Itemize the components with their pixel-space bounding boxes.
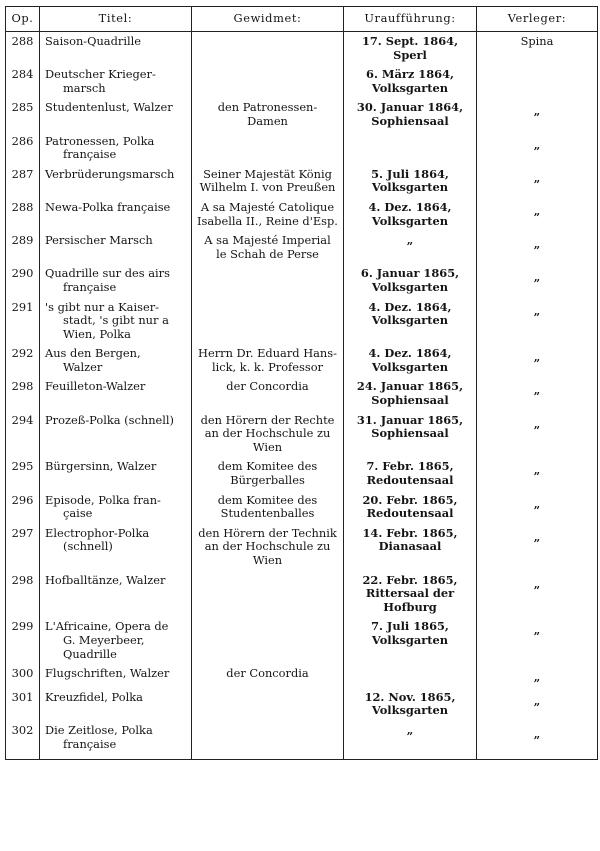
cell-dedication-line: Isabella II., Reine d'Esp. [197, 213, 338, 228]
cell-premiere-line: Volksgarten [371, 180, 449, 195]
cell-title [40, 524, 192, 571]
cell-op-text: 294 [11, 412, 34, 427]
table-row [6, 411, 598, 458]
cell-premiere [344, 377, 477, 410]
cell-publisher [477, 231, 598, 264]
cell-publisher [477, 198, 598, 231]
header-dedication: Gewidmet: [192, 7, 344, 32]
cell-publisher-text: „ [533, 529, 541, 544]
cell-premiere-line: „ [406, 233, 414, 248]
cell-title-line: Wien, Polka [63, 326, 131, 341]
cell-title-line: 's gibt nur a Kaiser- [45, 299, 159, 314]
cell-premiere-line: 24. Januar 1865, [356, 379, 464, 394]
cell-title-line: Saison-Quadrille [45, 34, 141, 48]
cell-premiere-line: 20. Febr. 1865, [362, 492, 458, 507]
cell-publisher [477, 165, 598, 198]
cell-op [6, 298, 40, 345]
cell-premiere [344, 571, 477, 618]
cell-dedication-line: Bürgerballes [230, 473, 305, 488]
cell-dedication [192, 411, 344, 458]
table-body [6, 32, 598, 760]
cell-op [6, 132, 40, 165]
cell-title [40, 65, 192, 98]
cell-publisher-text: „ [533, 303, 541, 318]
cell-dedication-line: Herrn Dr. Eduard Hans- [198, 346, 337, 361]
cell-dedication [192, 571, 344, 618]
cell-premiere-line: Sperl [393, 47, 427, 62]
header-title: Titel: [40, 7, 192, 32]
cell-title-line: Die Zeitlose, Polka [45, 722, 153, 737]
cell-op-text: 288 [11, 199, 34, 214]
cell-title-line: Verbrüderungsmarsch [45, 166, 175, 181]
cell-premiere-line: 7. Juli 1865, [371, 619, 449, 634]
cell-op [6, 65, 40, 98]
cell-publisher-text: „ [533, 170, 541, 185]
cell-publisher [477, 132, 598, 165]
table-row [6, 65, 598, 98]
cell-title [40, 132, 192, 165]
cell-publisher-text: „ [533, 383, 541, 398]
cell-title [40, 298, 192, 345]
cell-op [6, 664, 40, 688]
cell-title-line: (schnell) [63, 539, 113, 554]
table-row [6, 344, 598, 377]
cell-op-text: 296 [11, 492, 34, 507]
cell-premiere-line: 17. Sept. 1864, [361, 34, 459, 48]
cell-dedication-line: le Schah de Perse [216, 246, 319, 261]
cell-publisher [477, 65, 598, 98]
cell-op-text: 298 [11, 379, 34, 394]
cell-publisher-text: „ [533, 416, 541, 431]
cell-premiere-line: Hofburg [383, 599, 437, 614]
table-row [6, 617, 598, 664]
cell-publisher [477, 377, 598, 410]
cell-dedication-line: lick, k. k. Professor [211, 359, 323, 374]
cell-publisher-text: Spina [520, 34, 554, 48]
cell-title-line: L'Africaine, Opera de [45, 619, 169, 634]
cell-dedication [192, 198, 344, 231]
cell-dedication [192, 298, 344, 345]
cell-premiere [344, 231, 477, 264]
cell-premiere-line: 4. Dez. 1864, [368, 199, 452, 214]
cell-dedication-line: Seiner Majestät König [203, 166, 332, 181]
cell-op-text: 290 [11, 266, 34, 281]
cell-premiere [344, 688, 477, 721]
cell-publisher [477, 32, 598, 66]
cell-dedication [192, 264, 344, 297]
cell-publisher-text: „ [533, 203, 541, 218]
table-row [6, 98, 598, 131]
cell-title [40, 32, 192, 66]
cell-publisher-text: „ [533, 237, 541, 252]
cell-dedication [192, 688, 344, 721]
cell-title-line: française [63, 279, 117, 294]
cell-premiere-line: Volksgarten [371, 313, 449, 328]
cell-dedication [192, 377, 344, 410]
cell-premiere-line: Volksgarten [371, 703, 449, 718]
cell-dedication [192, 617, 344, 664]
cell-op-text: 287 [11, 166, 34, 181]
cell-title-line: çaise [63, 506, 93, 521]
cell-dedication-line: dem Komitee des [217, 459, 318, 474]
works-table [5, 6, 598, 760]
cell-publisher [477, 721, 598, 760]
cell-dedication [192, 491, 344, 524]
cell-title-line: Episode, Polka fran- [45, 492, 161, 507]
cell-publisher [477, 688, 598, 721]
header-premiere: Uraufführung: [344, 7, 477, 32]
cell-title-line: Kreuzfidel, Polka [45, 689, 143, 704]
cell-title [40, 344, 192, 377]
cell-op [6, 344, 40, 377]
cell-dedication [192, 231, 344, 264]
cell-title-line: G. Meyerbeer, [63, 632, 145, 647]
cell-premiere-line: Sophiensaal [371, 426, 449, 441]
cell-op-text: 297 [11, 525, 34, 540]
cell-title [40, 165, 192, 198]
header-op: Op. [6, 7, 40, 32]
cell-title-line: Quadrille sur des airs [45, 266, 170, 281]
cell-premiere-line: 7. Febr. 1865, [366, 459, 454, 474]
cell-title [40, 377, 192, 410]
cell-publisher [477, 411, 598, 458]
cell-publisher [477, 617, 598, 664]
cell-title [40, 664, 192, 688]
cell-title [40, 721, 192, 760]
table-row [6, 524, 598, 571]
cell-op [6, 165, 40, 198]
cell-title-line: Prozeß-Polka (schnell) [45, 412, 174, 427]
cell-premiere-line: „ [406, 722, 414, 737]
table-row [6, 457, 598, 490]
cell-dedication-line: den Hörern der Rechte [200, 412, 335, 427]
cell-op-text: 301 [11, 689, 34, 704]
cell-premiere [344, 457, 477, 490]
cell-title-line: française [63, 736, 117, 751]
cell-op-text: 295 [11, 459, 34, 474]
cell-premiere-line: 31. Januar 1865, [356, 412, 464, 427]
cell-title [40, 617, 192, 664]
cell-publisher-text: „ [533, 496, 541, 511]
cell-publisher [477, 98, 598, 131]
cell-premiere [344, 298, 477, 345]
cell-publisher [477, 457, 598, 490]
cell-op [6, 457, 40, 490]
cell-premiere [344, 721, 477, 760]
cell-publisher [477, 524, 598, 571]
cell-title-line: Newa-Polka française [45, 199, 171, 214]
cell-dedication-line: Wien [252, 553, 283, 567]
cell-op-text: 285 [11, 100, 34, 115]
cell-publisher-text: „ [533, 693, 541, 708]
cell-title [40, 571, 192, 618]
cell-dedication [192, 132, 344, 165]
cell-publisher-text: „ [533, 463, 541, 478]
cell-premiere [344, 411, 477, 458]
cell-premiere-line: 14. Febr. 1865, [362, 525, 458, 540]
cell-premiere-line: Volksgarten [371, 213, 449, 228]
table-row [6, 491, 598, 524]
cell-op [6, 198, 40, 231]
cell-title [40, 98, 192, 131]
cell-op [6, 491, 40, 524]
cell-op [6, 411, 40, 458]
cell-premiere [344, 65, 477, 98]
cell-dedication [192, 165, 344, 198]
cell-dedication-line: der Concordia [226, 666, 309, 681]
cell-title-line: Deutscher Krieger- [45, 67, 156, 82]
cell-publisher-text: „ [533, 104, 541, 119]
table-row [6, 571, 598, 618]
cell-title [40, 457, 192, 490]
table-row [6, 664, 598, 688]
cell-op [6, 721, 40, 760]
cell-premiere-line: Sophiensaal [371, 113, 449, 128]
table-row [6, 198, 598, 231]
cell-op-text: 299 [11, 619, 34, 634]
cell-dedication [192, 524, 344, 571]
cell-op-text: 291 [11, 299, 34, 314]
cell-premiere [344, 491, 477, 524]
cell-op [6, 377, 40, 410]
cell-title-line: Walzer [63, 359, 103, 374]
table-row [6, 688, 598, 721]
cell-premiere [344, 198, 477, 231]
cell-dedication-line: A sa Majesté Catolique [200, 199, 335, 214]
cell-op [6, 98, 40, 131]
cell-premiere-line: Volksgarten [371, 632, 449, 647]
cell-dedication-line: dem Komitee des [217, 492, 318, 507]
cell-publisher-text: „ [533, 137, 541, 152]
cell-premiere-line: 4. Dez. 1864, [368, 346, 452, 361]
cell-premiere-line: 5. Juli 1864, [371, 166, 449, 181]
cell-op-text: 288 [11, 34, 34, 48]
cell-dedication-line: Wilhelm I. von Preußen [199, 180, 336, 195]
cell-title [40, 491, 192, 524]
table-row [6, 132, 598, 165]
cell-title [40, 264, 192, 297]
cell-title-line: Persischer Marsch [45, 233, 153, 248]
cell-publisher-text: „ [533, 576, 541, 591]
cell-premiere-line: Redoutensaal [366, 506, 454, 521]
cell-publisher [477, 664, 598, 688]
table-row [6, 165, 598, 198]
table-header [6, 7, 598, 32]
cell-dedication-line: Wien [252, 439, 283, 454]
cell-premiere-line: Volksgarten [371, 359, 449, 374]
cell-dedication [192, 65, 344, 98]
table-row [6, 721, 598, 760]
header-row [6, 7, 598, 32]
cell-dedication-line: A sa Majesté Imperial [204, 233, 331, 248]
cell-title-line: Hofballtänze, Walzer [45, 572, 166, 587]
cell-op-text: 286 [11, 133, 34, 148]
cell-premiere-line: 6. März 1864, [366, 67, 454, 82]
cell-title-line: Studentenlust, Walzer [45, 100, 173, 115]
cell-premiere-line: 6. Januar 1865, [360, 266, 460, 281]
cell-op-text: 292 [11, 346, 34, 361]
cell-op [6, 231, 40, 264]
cell-title-line: Flugschriften, Walzer [45, 666, 170, 681]
cell-dedication-line: den Hörern der Technik [198, 525, 337, 540]
cell-dedication-line: den Patronessen- [217, 100, 318, 115]
table-row [6, 377, 598, 410]
table-row [6, 32, 598, 66]
cell-title-line: Electrophor-Polka [45, 525, 150, 540]
cell-dedication [192, 457, 344, 490]
cell-premiere-line: 30. Januar 1864, [356, 100, 464, 115]
cell-publisher-text: „ [533, 623, 541, 638]
cell-premiere [344, 132, 477, 165]
cell-title [40, 411, 192, 458]
cell-premiere-line: Volksgarten [371, 279, 449, 294]
cell-premiere-line: Volksgarten [371, 80, 449, 95]
cell-dedication-line: an der Hochschule zu [204, 539, 331, 554]
cell-op-text: 300 [11, 666, 34, 681]
table-row [6, 231, 598, 264]
cell-publisher-text: „ [533, 270, 541, 285]
cell-op [6, 688, 40, 721]
cell-dedication [192, 32, 344, 66]
cell-op [6, 264, 40, 297]
cell-publisher [477, 264, 598, 297]
cell-op [6, 617, 40, 664]
cell-premiere [344, 264, 477, 297]
cell-op [6, 571, 40, 618]
cell-premiere-line: 4. Dez. 1864, [368, 299, 452, 314]
cell-dedication [192, 721, 344, 760]
cell-premiere [344, 344, 477, 377]
cell-dedication [192, 98, 344, 131]
cell-publisher [477, 571, 598, 618]
cell-publisher-text: „ [533, 350, 541, 365]
cell-publisher [477, 344, 598, 377]
cell-title-line: Feuilleton-Walzer [45, 379, 146, 394]
cell-publisher-text: „ [533, 670, 541, 685]
cell-op-text: 302 [11, 722, 34, 737]
cell-title-line: Patronessen, Polka [45, 133, 155, 148]
header-publisher: Verleger: [477, 7, 598, 32]
cell-op [6, 32, 40, 66]
cell-op-text: 289 [11, 233, 34, 248]
cell-premiere [344, 524, 477, 571]
cell-publisher-text: „ [533, 726, 541, 741]
cell-title-line: marsch [63, 80, 106, 95]
cell-title [40, 688, 192, 721]
cell-title [40, 198, 192, 231]
cell-publisher [477, 298, 598, 345]
cell-premiere [344, 617, 477, 664]
cell-premiere [344, 165, 477, 198]
cell-title-line: stadt, 's gibt nur a [63, 313, 169, 328]
cell-dedication-line: an der Hochschule zu [204, 426, 331, 441]
cell-premiere [344, 32, 477, 66]
cell-dedication [192, 664, 344, 688]
cell-premiere-line: Rittersaal der [365, 586, 455, 601]
cell-dedication [192, 344, 344, 377]
cell-premiere-line: Sophiensaal [371, 393, 449, 408]
cell-publisher [477, 491, 598, 524]
cell-op [6, 524, 40, 571]
cell-premiere-line: 12. Nov. 1865, [364, 689, 456, 704]
cell-title-line: Aus den Bergen, [45, 346, 141, 361]
cell-op-text: 298 [11, 572, 34, 587]
cell-premiere-line: Dianasaal [378, 539, 442, 554]
cell-dedication-line: Studentenballes [220, 506, 315, 521]
cell-title-line: Quadrille [63, 646, 117, 661]
cell-title-line: Bürgersinn, Walzer [45, 459, 157, 474]
cell-premiere [344, 664, 477, 688]
cell-dedication-line: Damen [247, 113, 288, 128]
cell-title-line: française [63, 147, 117, 162]
cell-dedication-line: der Concordia [226, 379, 309, 394]
cell-premiere-line: Redoutensaal [366, 473, 454, 488]
table-row [6, 298, 598, 345]
cell-premiere [344, 98, 477, 131]
cell-title [40, 231, 192, 264]
table-row [6, 264, 598, 297]
cell-op-text: 284 [11, 67, 34, 82]
cell-premiere-line: 22. Febr. 1865, [362, 572, 458, 587]
